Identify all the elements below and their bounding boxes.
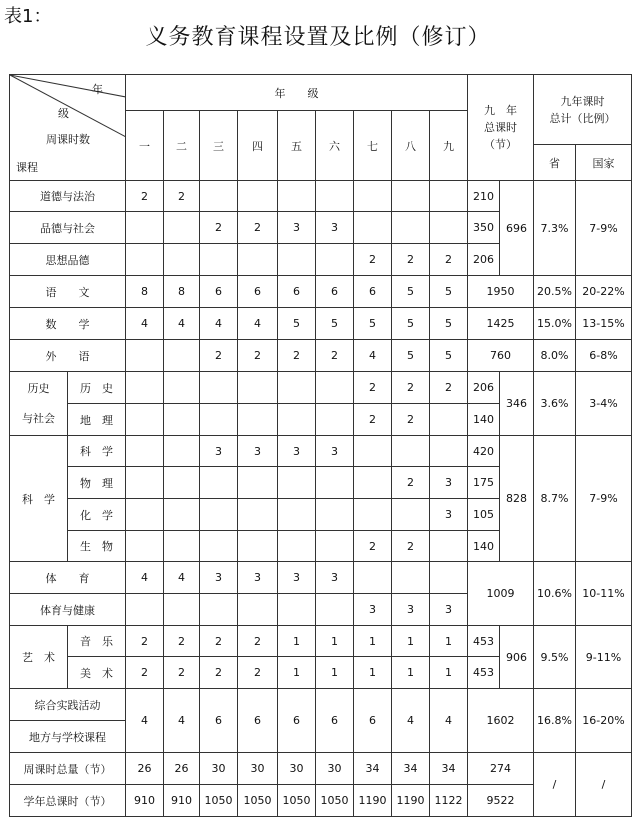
table-cell xyxy=(430,181,468,212)
table-cell: 1425 xyxy=(468,308,534,340)
table-cell: 696 xyxy=(500,181,534,276)
table-cell: 2 xyxy=(354,244,392,276)
table-cell: 3.6% xyxy=(534,372,576,436)
table-cell: 科 学 xyxy=(10,436,68,562)
table-cell: 206 xyxy=(468,372,500,404)
table-cell: 2 xyxy=(238,626,278,657)
table-row xyxy=(10,181,632,212)
table-cell: 思想品德 xyxy=(10,244,126,276)
table-cell: 1 xyxy=(430,657,468,689)
cell-text-line: 九 年 xyxy=(484,104,517,117)
grade-4: 四 xyxy=(238,111,278,181)
table-cell: 1950 xyxy=(468,276,534,308)
table-cell: 2 xyxy=(126,657,164,689)
table-cell xyxy=(238,531,278,562)
table-cell: 5 xyxy=(392,340,430,372)
table-cell: 6 xyxy=(278,689,316,753)
cell-text-line: 九年课时 xyxy=(560,94,605,108)
table-cell: 1 xyxy=(430,626,468,657)
table-cell xyxy=(392,562,430,594)
table-cell: 140 xyxy=(468,531,500,562)
table-cell: 6-8% xyxy=(576,340,632,372)
sheng-header: 省 xyxy=(534,145,576,181)
table-cell: 7-9% xyxy=(576,181,632,276)
table-cell: 2 xyxy=(392,372,430,404)
table-cell: 4 xyxy=(354,340,392,372)
table-cell: 2 xyxy=(200,626,238,657)
table-cell: 760 xyxy=(468,340,534,372)
table-cell xyxy=(354,212,392,244)
table-cell xyxy=(164,594,200,626)
table-cell: 5 xyxy=(392,308,430,340)
table-cell xyxy=(316,181,354,212)
table-cell xyxy=(354,499,392,531)
table-cell xyxy=(200,404,238,436)
table-cell: 6 xyxy=(316,276,354,308)
table-cell xyxy=(164,499,200,531)
grade-1: 一 xyxy=(126,111,164,181)
table-cell: 30 xyxy=(316,753,354,785)
table-cell: 1 xyxy=(354,657,392,689)
table-cell xyxy=(164,372,200,404)
table-cell: 2 xyxy=(354,372,392,404)
table-cell: 5 xyxy=(316,308,354,340)
table-cell: 3 xyxy=(200,436,238,467)
table-cell: 1 xyxy=(392,657,430,689)
table-cell xyxy=(238,181,278,212)
table-cell xyxy=(278,531,316,562)
table-cell: 2 xyxy=(392,467,430,499)
table-cell xyxy=(200,372,238,404)
table-cell: 175 xyxy=(468,467,500,499)
table-cell: 5 xyxy=(430,308,468,340)
table-cell: 15.0% xyxy=(534,308,576,340)
table-cell: 210 xyxy=(468,181,500,212)
table-cell: 350 xyxy=(468,212,500,244)
table-cell: 2 xyxy=(200,657,238,689)
table-cell: 4 xyxy=(164,308,200,340)
table-cell: 2 xyxy=(316,340,354,372)
table-cell xyxy=(238,244,278,276)
table-cell xyxy=(200,244,238,276)
table-cell xyxy=(238,404,278,436)
table-cell xyxy=(126,404,164,436)
table-row xyxy=(10,372,632,404)
table-cell xyxy=(354,467,392,499)
table-row xyxy=(10,436,632,467)
table-cell: 1190 xyxy=(354,785,392,817)
table-cell: 2 xyxy=(164,657,200,689)
table-cell xyxy=(316,594,354,626)
table-cell: 5 xyxy=(392,276,430,308)
table-cell xyxy=(354,562,392,594)
grade-8: 八 xyxy=(392,111,430,181)
table-row xyxy=(10,562,632,594)
table-cell: 9.5% xyxy=(534,626,576,689)
table-cell xyxy=(126,372,164,404)
table-cell: 2 xyxy=(430,372,468,404)
table-cell xyxy=(126,244,164,276)
table-cell xyxy=(316,499,354,531)
corner-kecheng: 课程 xyxy=(16,161,38,174)
table-cell: 6 xyxy=(238,689,278,753)
corner-zhou: 周课时数 xyxy=(46,133,90,146)
table-row xyxy=(10,689,632,721)
total-hours-header xyxy=(468,75,534,181)
table-cell xyxy=(238,499,278,531)
table-cell: 4 xyxy=(430,689,468,753)
table-cell xyxy=(392,436,430,467)
table-cell: 1122 xyxy=(430,785,468,817)
table-cell: 1050 xyxy=(316,785,354,817)
table-cell: 8.7% xyxy=(534,436,576,562)
cell-text-line: 总计（比例） xyxy=(549,111,616,125)
table-cell: 34 xyxy=(430,753,468,785)
table-cell: 8 xyxy=(164,276,200,308)
table-cell: 2 xyxy=(354,404,392,436)
table-cell xyxy=(392,181,430,212)
table-cell: 生 物 xyxy=(68,531,126,562)
table-cell xyxy=(164,244,200,276)
table-cell: 8 xyxy=(126,276,164,308)
table-cell xyxy=(164,467,200,499)
table-cell: 2 xyxy=(430,244,468,276)
table-cell: 外 语 xyxy=(10,340,126,372)
table-cell: 453 xyxy=(468,626,500,657)
table-cell: 453 xyxy=(468,657,500,689)
table-cell: 地方与学校课程 xyxy=(10,721,126,753)
table-cell xyxy=(164,404,200,436)
table-cell xyxy=(278,372,316,404)
table-cell: 20.5% xyxy=(534,276,576,308)
table-cell xyxy=(316,372,354,404)
table-cell: 4 xyxy=(126,562,164,594)
table-cell: 1050 xyxy=(278,785,316,817)
table-cell xyxy=(238,467,278,499)
table-cell xyxy=(278,244,316,276)
ratio-header xyxy=(534,75,632,145)
cell-text-line: 与社会 xyxy=(22,411,55,425)
table-cell: 4 xyxy=(126,308,164,340)
table-cell: 2 xyxy=(354,531,392,562)
slash-guojia: / xyxy=(576,753,632,817)
table-cell: 1602 xyxy=(468,689,534,753)
table-cell xyxy=(126,499,164,531)
table-cell: 26 xyxy=(164,753,200,785)
table-cell: 3 xyxy=(278,436,316,467)
table-cell xyxy=(316,404,354,436)
grade-6: 六 xyxy=(316,111,354,181)
table-cell: 3 xyxy=(354,594,392,626)
table-cell: 6 xyxy=(200,276,238,308)
table-cell xyxy=(10,372,68,436)
table-cell xyxy=(126,436,164,467)
table-cell: 3 xyxy=(200,562,238,594)
table-cell: 6 xyxy=(278,276,316,308)
table-cell: 140 xyxy=(468,404,500,436)
table-cell: 20-22% xyxy=(576,276,632,308)
table-cell xyxy=(164,340,200,372)
grade-5: 五 xyxy=(278,111,316,181)
table-cell: 1190 xyxy=(392,785,430,817)
table-cell: 3 xyxy=(430,467,468,499)
table-cell: 2 xyxy=(278,340,316,372)
table-cell: 6 xyxy=(200,689,238,753)
table-cell: 1 xyxy=(392,626,430,657)
table-cell: 274 xyxy=(468,753,534,785)
table-cell xyxy=(200,594,238,626)
table-cell xyxy=(316,467,354,499)
table-cell: 音 乐 xyxy=(68,626,126,657)
table-cell: 9522 xyxy=(468,785,534,817)
table-cell: 7-9% xyxy=(576,436,632,562)
table-cell: 1 xyxy=(316,657,354,689)
table-cell: 2 xyxy=(238,212,278,244)
table-cell: 1 xyxy=(354,626,392,657)
table-cell: 2 xyxy=(200,340,238,372)
table-cell: 6 xyxy=(354,689,392,753)
table-cell xyxy=(354,181,392,212)
table-cell: 艺 术 xyxy=(10,626,68,689)
table-cell: 1 xyxy=(316,626,354,657)
table-cell: 品德与社会 xyxy=(10,212,126,244)
table-cell: 1 xyxy=(278,626,316,657)
table-cell: 34 xyxy=(354,753,392,785)
table-cell: 1050 xyxy=(238,785,278,817)
table-cell: 周课时总量（节） xyxy=(10,753,126,785)
table-label: 表1： xyxy=(4,6,52,27)
table-cell xyxy=(316,244,354,276)
table-cell: 1050 xyxy=(200,785,238,817)
table-cell: 906 xyxy=(500,626,534,689)
table-cell: 科 学 xyxy=(68,436,126,467)
table-cell: 5 xyxy=(430,340,468,372)
table-cell: 4 xyxy=(164,562,200,594)
table-row xyxy=(10,308,632,340)
table-cell xyxy=(278,404,316,436)
table-cell xyxy=(278,594,316,626)
table-cell: 3 xyxy=(278,562,316,594)
table-cell xyxy=(126,531,164,562)
table-cell xyxy=(200,499,238,531)
table-row xyxy=(10,626,632,657)
table-cell: 2 xyxy=(126,626,164,657)
table-cell xyxy=(126,467,164,499)
table-cell: 2 xyxy=(392,244,430,276)
table-cell: 3-4% xyxy=(576,372,632,436)
table-cell xyxy=(354,436,392,467)
table-cell: 4 xyxy=(200,308,238,340)
table-cell: 9-11% xyxy=(576,626,632,689)
cell-text-line: 总课时 xyxy=(484,121,517,134)
slash-sheng: / xyxy=(534,753,576,817)
table-cell: 物 理 xyxy=(68,467,126,499)
table-cell xyxy=(126,340,164,372)
table-cell: 5 xyxy=(354,308,392,340)
table-cell xyxy=(392,499,430,531)
table-cell: 体 育 xyxy=(10,562,126,594)
table-cell xyxy=(430,212,468,244)
table-cell xyxy=(392,212,430,244)
table-cell xyxy=(126,594,164,626)
table-cell: 5 xyxy=(278,308,316,340)
table-cell: 2 xyxy=(126,181,164,212)
guojia-header: 国家 xyxy=(576,145,632,181)
table-cell xyxy=(278,467,316,499)
corner-ji: 级 xyxy=(58,107,69,120)
grade-9: 九 xyxy=(430,111,468,181)
table-cell: 30 xyxy=(200,753,238,785)
table-cell: 体育与健康 xyxy=(10,594,126,626)
grade-3: 三 xyxy=(200,111,238,181)
table-cell: 4 xyxy=(392,689,430,753)
table-cell: 206 xyxy=(468,244,500,276)
corner-header xyxy=(10,75,126,181)
table-cell xyxy=(200,181,238,212)
table-cell: 语 文 xyxy=(10,276,126,308)
table-cell: 3 xyxy=(278,212,316,244)
table-cell: 2 xyxy=(164,626,200,657)
table-cell xyxy=(430,562,468,594)
table-cell: 3 xyxy=(238,436,278,467)
table-cell xyxy=(316,531,354,562)
table-cell: 3 xyxy=(430,499,468,531)
table-cell: 16.8% xyxy=(534,689,576,753)
table-cell: 2 xyxy=(238,657,278,689)
table-cell: 2 xyxy=(164,181,200,212)
table-cell: 数 学 xyxy=(10,308,126,340)
table-cell: 2 xyxy=(200,212,238,244)
table-cell xyxy=(164,531,200,562)
table-cell: 1 xyxy=(278,657,316,689)
table-cell: 10-11% xyxy=(576,562,632,626)
table-cell xyxy=(238,372,278,404)
table-row xyxy=(10,753,632,785)
table-cell xyxy=(278,499,316,531)
table-cell: 6 xyxy=(238,276,278,308)
table-cell: 学年总课时（节） xyxy=(10,785,126,817)
table-cell: 910 xyxy=(126,785,164,817)
table-cell: 2 xyxy=(392,531,430,562)
table-cell: 13-15% xyxy=(576,308,632,340)
table-cell: 105 xyxy=(468,499,500,531)
table-cell: 6 xyxy=(316,689,354,753)
corner-nian: 年 xyxy=(92,83,103,96)
table-cell: 3 xyxy=(430,594,468,626)
table-cell: 综合实践活动 xyxy=(10,689,126,721)
table-cell: 30 xyxy=(278,753,316,785)
table-cell: 5 xyxy=(430,276,468,308)
grade-header: 年 级 xyxy=(126,75,468,111)
table-cell: 4 xyxy=(164,689,200,753)
table-cell xyxy=(430,436,468,467)
table-cell: 3 xyxy=(316,212,354,244)
grade-2: 二 xyxy=(164,111,200,181)
table-cell: 828 xyxy=(500,436,534,562)
table-cell xyxy=(430,404,468,436)
table-cell: 4 xyxy=(126,689,164,753)
table-cell: 4 xyxy=(238,308,278,340)
table-cell: 2 xyxy=(238,340,278,372)
table-cell: 3 xyxy=(316,562,354,594)
cell-text-line: 历史 xyxy=(27,381,50,395)
table-cell: 30 xyxy=(238,753,278,785)
table-cell: 2 xyxy=(392,404,430,436)
table-cell: 910 xyxy=(164,785,200,817)
table-cell xyxy=(164,436,200,467)
table-cell: 3 xyxy=(392,594,430,626)
table-cell: 420 xyxy=(468,436,500,467)
table-cell xyxy=(200,531,238,562)
table-cell: 1009 xyxy=(468,562,534,626)
table-cell: 6 xyxy=(354,276,392,308)
table-cell xyxy=(164,212,200,244)
table-cell xyxy=(278,181,316,212)
table-cell xyxy=(200,467,238,499)
page-title: 义务教育课程设置及比例（修订） xyxy=(145,25,491,50)
curriculum-table xyxy=(9,74,632,817)
table-cell: 7.3% xyxy=(534,181,576,276)
cell-text-line: （节） xyxy=(484,138,517,151)
table-cell: 化 学 xyxy=(68,499,126,531)
table-cell: 26 xyxy=(126,753,164,785)
table-cell: 道德与法治 xyxy=(10,181,126,212)
table-cell: 历 史 xyxy=(68,372,126,404)
table-cell xyxy=(126,212,164,244)
table-cell: 地 理 xyxy=(68,404,126,436)
table-cell xyxy=(430,531,468,562)
table-cell: 346 xyxy=(500,372,534,436)
table-cell xyxy=(238,594,278,626)
table-row xyxy=(10,340,632,372)
table-row xyxy=(10,276,632,308)
table-cell: 3 xyxy=(316,436,354,467)
grade-7: 七 xyxy=(354,111,392,181)
table-cell: 3 xyxy=(238,562,278,594)
table-cell: 34 xyxy=(392,753,430,785)
table-cell: 16-20% xyxy=(576,689,632,753)
table-cell: 10.6% xyxy=(534,562,576,626)
table-cell: 8.0% xyxy=(534,340,576,372)
table-cell: 美 术 xyxy=(68,657,126,689)
